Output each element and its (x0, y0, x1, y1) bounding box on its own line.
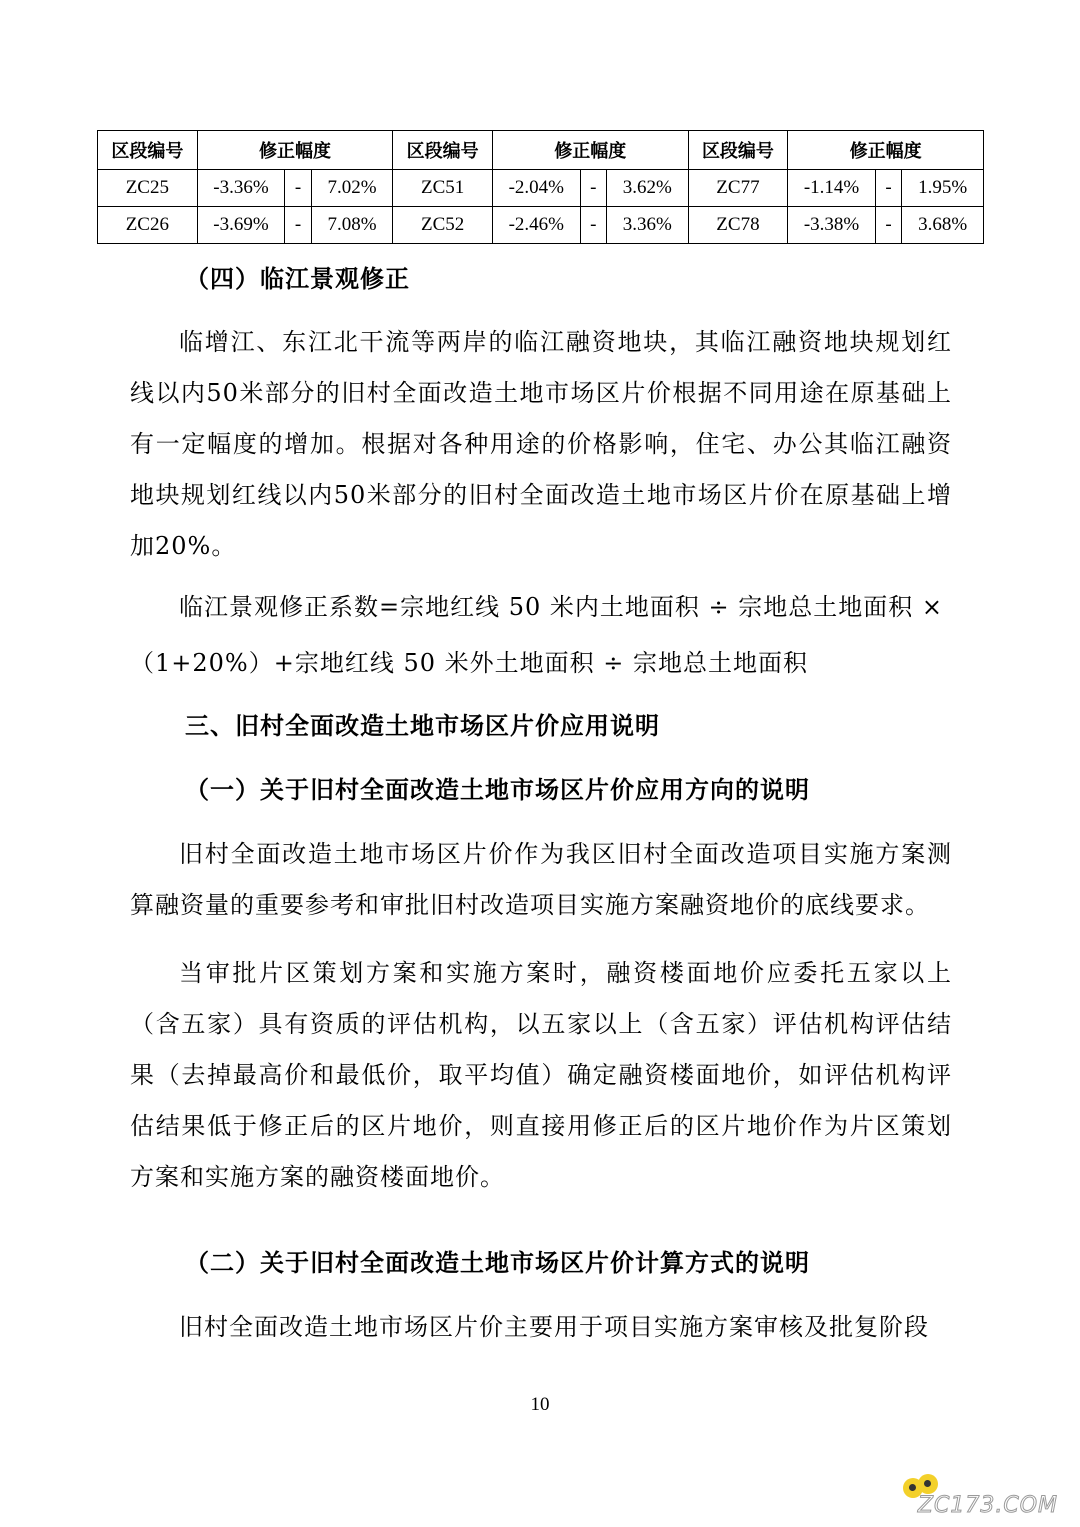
formula-line: 临江景观修正系数=宗地红线 50 米内土地面积 ÷ 宗地总土地面积 × (179, 593, 944, 621)
page-number: 10 (530, 1394, 550, 1415)
high-value-cell: 7.08% (311, 207, 393, 244)
watermark-logo (898, 1478, 1058, 1522)
range-separator-cell: - (285, 170, 312, 207)
section-code-cell: ZC51 (393, 170, 493, 207)
riverside-correction-heading: （四）临江景观修正 (185, 265, 410, 293)
table-row (98, 170, 984, 207)
watermark-face-icon (918, 1474, 938, 1494)
riverside-correction-paragraph: 临增江、东江北干流等两岸的临江融资地块，其临江融资地块规划红线以内50米部分的旧村全面改造土地市场区片价根据不同用途在原基础上有一定幅度的增加。根据对各种用途的价格影响，住宅、办公其临江融资地块规划红线以内50米部分的旧村全面改造土地市场区片价在原基础上增加20%。 (130, 328, 952, 560)
watermark-text: ZC173.COM (917, 1493, 1058, 1518)
range-separator-cell: - (875, 207, 902, 244)
table-header-row (98, 131, 984, 170)
low-value-cell: -3.38% (788, 207, 876, 244)
low-value-cell: -2.04% (492, 170, 580, 207)
application-approval-paragraph: 当审批片区策划方案和实施方案时，融资楼面地价应委托五家以上（含五家）具有资质的评估机构，以五家以上（含五家）评估机构评估结果（去掉最高价和最低价，取平均值）确定融资楼面地价，如评估机构评估结果低于修正后的区片地价，则直接用修正后的区片地价作为片区策划方案和实施方案的融资楼面地价。 (130, 959, 952, 1191)
high-value-cell: 1.95% (902, 170, 984, 207)
correction-table (97, 130, 984, 244)
application-direction-paragraph: 旧村全面改造土地市场区片价作为我区旧村全面改造项目实施方案测算融资量的重要参考和审批旧村改造项目实施方案融资地价的底线要求。 (130, 840, 952, 919)
high-value-cell: 3.68% (902, 207, 984, 244)
range-separator-cell: - (875, 170, 902, 207)
section-code-cell: ZC26 (98, 207, 198, 244)
header-cell: 区段编号 (393, 131, 493, 170)
header-cell: 修正幅度 (492, 131, 688, 170)
low-value-cell: -1.14% (788, 170, 876, 207)
riverside-correction-formula (130, 579, 952, 691)
formula-line: （1+20%）+宗地红线 50 米外土地面积 ÷ 宗地总土地面积 (130, 649, 808, 677)
header-cell: 修正幅度 (197, 131, 393, 170)
high-value-cell: 3.62% (607, 170, 689, 207)
section-code-cell: ZC78 (688, 207, 788, 244)
application-section-heading: 三、旧村全面改造土地市场区片价应用说明 (185, 712, 660, 740)
range-separator-cell: - (580, 170, 607, 207)
calculation-method-heading: （二）关于旧村全面改造土地市场区片价计算方式的说明 (185, 1249, 810, 1277)
table-row (98, 207, 984, 244)
high-value-cell: 3.36% (607, 207, 689, 244)
header-cell: 修正幅度 (788, 131, 984, 170)
section-code-cell: ZC25 (98, 170, 198, 207)
section-code-cell: ZC52 (393, 207, 493, 244)
low-value-cell: -3.69% (197, 207, 285, 244)
section-code-cell: ZC77 (688, 170, 788, 207)
high-value-cell: 7.02% (311, 170, 393, 207)
application-direction-heading: （一）关于旧村全面改造土地市场区片价应用方向的说明 (185, 776, 810, 804)
range-separator-cell: - (285, 207, 312, 244)
header-cell: 区段编号 (688, 131, 788, 170)
range-separator-cell: - (580, 207, 607, 244)
calculation-method-paragraph: 旧村全面改造土地市场区片价主要用于项目实施方案审核及批复阶段 (179, 1313, 929, 1341)
low-value-cell: -2.46% (492, 207, 580, 244)
header-cell: 区段编号 (98, 131, 198, 170)
low-value-cell: -3.36% (197, 170, 285, 207)
